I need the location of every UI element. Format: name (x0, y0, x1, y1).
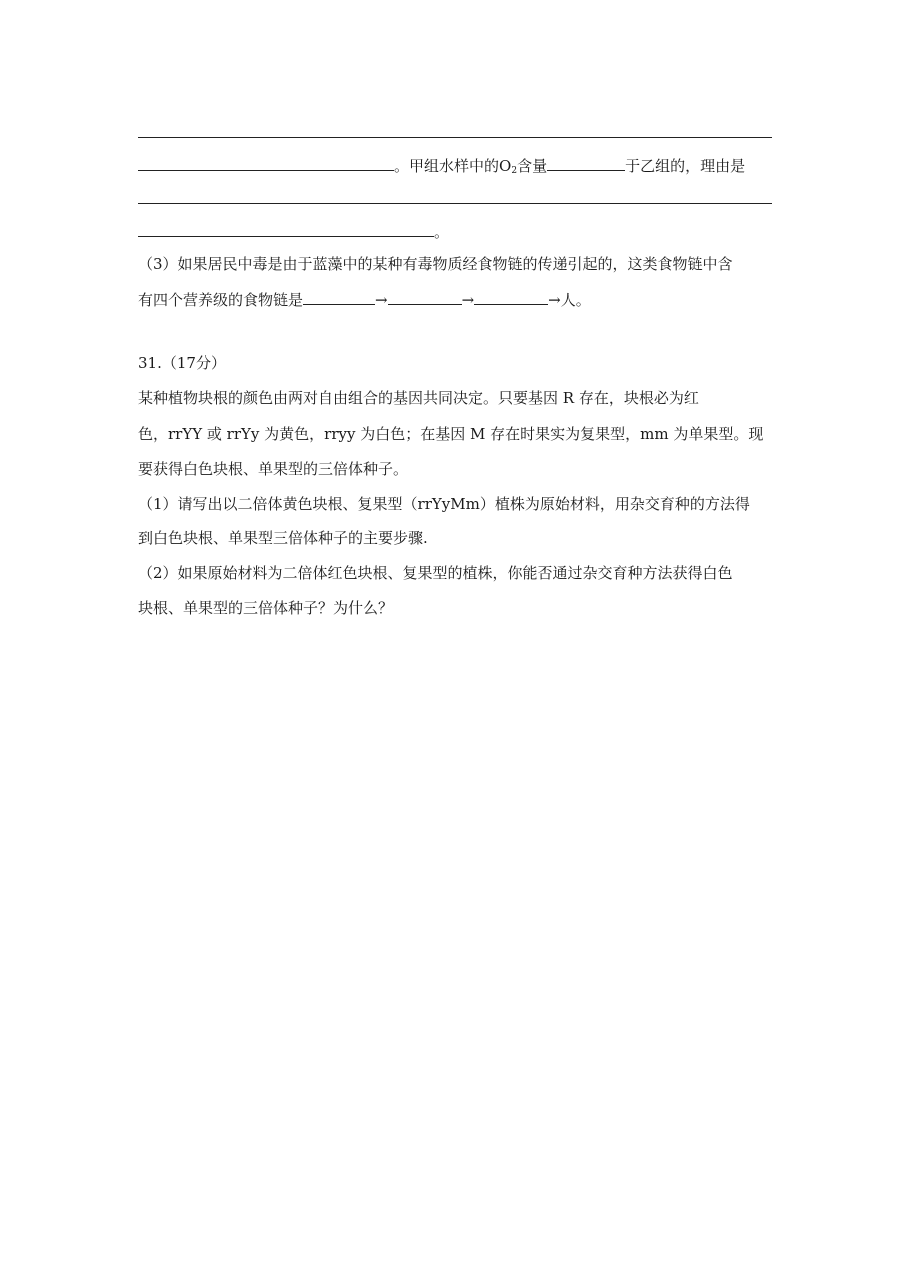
q30-part3-line2 (138, 287, 778, 309)
answer-blank (303, 287, 375, 305)
answer-blank (138, 219, 434, 237)
arrow-icon: → (461, 291, 475, 309)
arrow-icon: → (548, 291, 561, 309)
answer-blank (388, 287, 462, 305)
answer-blank (474, 287, 548, 305)
answer-blank (138, 153, 394, 171)
q30-line-2 (138, 153, 778, 175)
q31-part1-line1: （1）请写出以二倍体黄色块根、复果型（rrYyMm）植株为原始材料，用杂交育种的方法得 (138, 495, 750, 513)
q30-text-a: 。甲组水样中的 (394, 157, 500, 175)
q31-intro-line3: 要获得白色块根、单果型的三倍体种子。 (138, 460, 409, 478)
food-chain-label: 有四个营养级的食物链是 (138, 291, 304, 309)
q31-part2-line2: 块根、单果型的三倍体种子？为什么？ (138, 599, 394, 617)
o2-symbol: $O_2$ (499, 157, 518, 176)
q30-line4-end: 。 (434, 223, 450, 241)
q31-intro-line1: 某种植物块根的颜色由两对自由组合的基因共同决定。只要基因 R 存在，块根必为红 (138, 389, 699, 407)
q31-part1-line2: 到白色块根、单果型三倍体种子的主要步骤. (138, 529, 428, 547)
answer-line-3 (138, 203, 772, 204)
q30-text-b: 含量 (517, 157, 548, 175)
answer-line-1 (138, 137, 772, 138)
q30-part3-line1: （3）如果居民中毒是由于蓝藻中的某种有毒物质经食物链的传递引起的，这类食物链中含 (138, 255, 733, 273)
food-chain-end: 人。 (560, 291, 591, 309)
q30-text-c: 于乙组的，理由是 (625, 157, 746, 175)
q31-header: 31.（17分） (138, 354, 226, 372)
q31-part2-line1: （2）如果原始材料为二倍体红色块根、复果型的植株，你能否通过杂交育种方法获得白色 (138, 564, 733, 582)
q31-intro-line2: 色，rrYY 或 rrYy 为黄色，rryy 为白色；在基因 M 存在时果实为复果型，mm 为单果型。现 (138, 425, 764, 443)
arrow-icon: → (375, 291, 388, 309)
q30-line-4 (138, 219, 778, 241)
answer-blank (547, 153, 625, 171)
